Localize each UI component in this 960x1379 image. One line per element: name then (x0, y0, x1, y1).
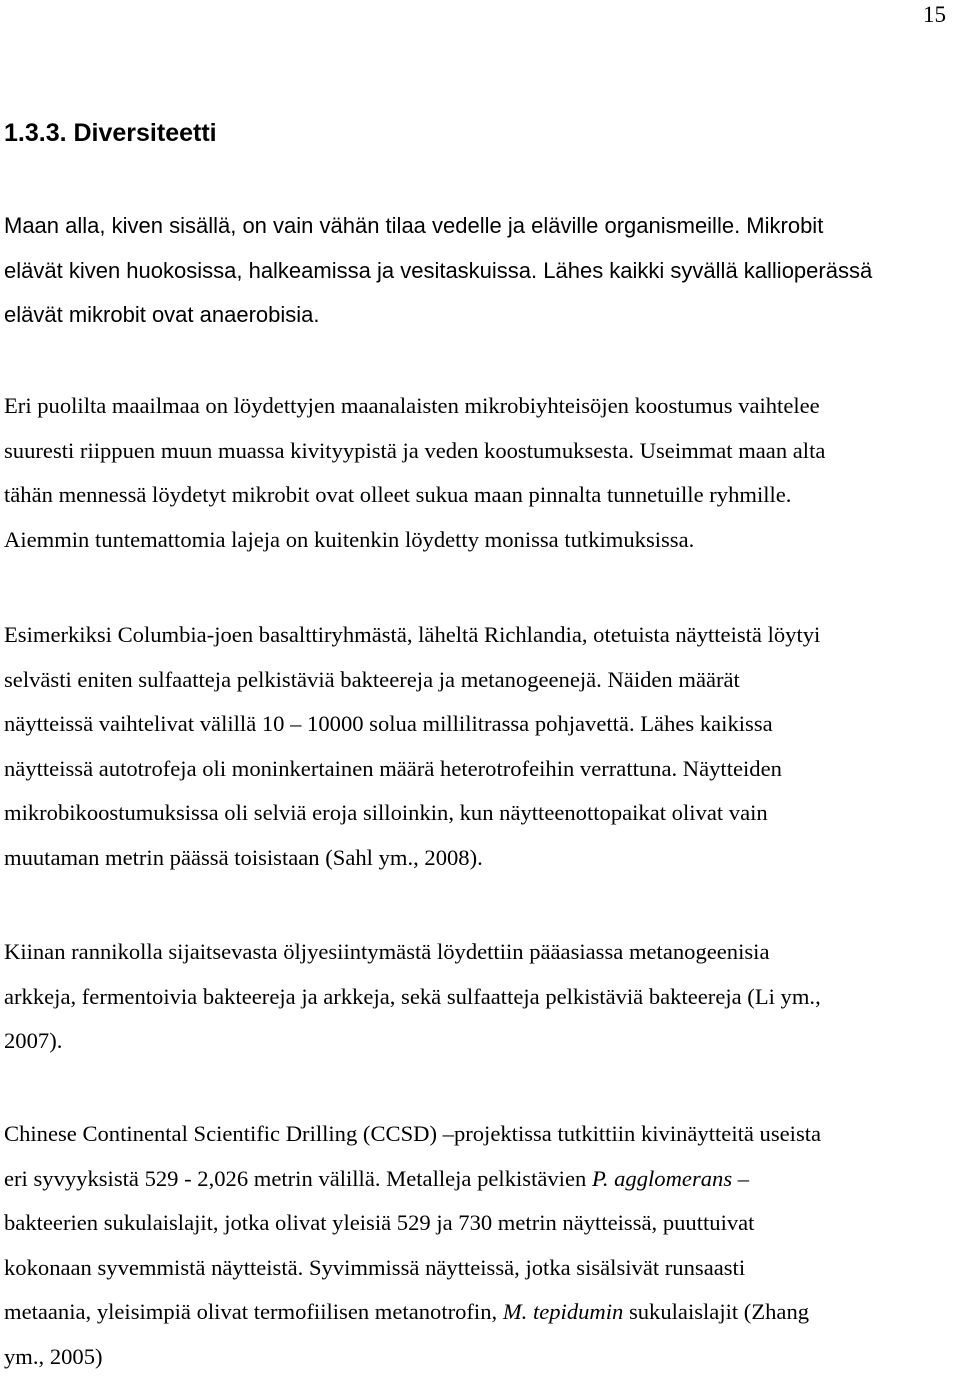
text-line: suuresti riippuen muun muassa kivityypistä ja veden koostumuksesta. Useimmat maan alta (4, 429, 956, 474)
text-line: kokonaan syvemmistä näytteistä. Syvimmissä näytteissä, jotka sisälsivät runsaasti (4, 1246, 956, 1291)
paragraph-columbia (4, 613, 956, 880)
text-line: Eri puolilta maailmaa on löydettyjen maanalaisten mikrobiyhteisöjen koostumus vaihtelee (4, 384, 956, 429)
text-line: ym., 2005) (4, 1335, 956, 1379)
text-segment: eri syvyyksistä 529 - 2,026 metrin välillä. Metalleja pelkistävien (4, 1166, 586, 1191)
section-heading: 1.3.3. Diversiteetti (4, 118, 217, 148)
text-line: Maan alla, kiven sisällä, on vain vähän tilaa vedelle ja eläville organismeille. Mikrobit (4, 204, 956, 249)
text-line: Esimerkiksi Columbia-joen basalttiryhmästä, läheltä Richlandia, otetuista näytteistä löytyi (4, 613, 956, 658)
text-line: Kiinan rannikolla sijaitsevasta öljyesiintymästä löydettiin pääasiassa metanogeenisia (4, 930, 956, 975)
text-line: tähän mennessä löydetyt mikrobit ovat olleet sukua maan pinnalta tunnetuille ryhmille. (4, 473, 956, 518)
species-name: M. tepidumin (503, 1299, 623, 1324)
text-segment: metaania, yleisimpiä olivat termofiilisen metanotrofin, (4, 1299, 497, 1324)
text-line: mikrobikoostumuksissa oli selviä eroja silloinkin, kun näytteenottopaikat olivat vain (4, 791, 956, 836)
paragraph-china-coast (4, 930, 956, 1064)
page-number: 15 (923, 2, 946, 28)
text-line: elävät mikrobit ovat anaerobisia. (4, 293, 956, 338)
text-line (4, 1290, 956, 1335)
paragraph-intro (4, 204, 956, 338)
text-line: muutaman metrin päässä toisistaan (Sahl ym., 2008). (4, 836, 956, 881)
text-line: elävät kiven huokosissa, halkeamissa ja vesitaskuissa. Lähes kaikki syvällä kallioperässä (4, 249, 956, 294)
text-line: näytteissä vaihtelivat välillä 10 – 10000 solua millilitrassa pohjavettä. Lähes kaikissa (4, 702, 956, 747)
text-line: selvästi eniten sulfaatteja pelkistäviä bakteereja ja metanogeenejä. Näiden määrät (4, 658, 956, 703)
text-line: arkkeja, fermentoivia bakteereja ja arkkeja, sekä sulfaatteja pelkistäviä bakteereja (Li ym., (4, 975, 956, 1020)
text-line: 2007). (4, 1019, 956, 1064)
text-line: Chinese Continental Scientific Drilling (CCSD) –projektissa tutkittiin kivinäytteitä useista (4, 1112, 956, 1157)
paragraph-ccsd (4, 1112, 956, 1379)
text-segment: sukulaislajit (Zhang (623, 1299, 809, 1324)
text-line (4, 1157, 956, 1202)
text-line: näytteissä autotrofeja oli moninkertainen määrä heterotrofeihin verrattuna. Näytteiden (4, 747, 956, 792)
text-line: Aiemmin tuntemattomia lajeja on kuitenkin löydetty monissa tutkimuksissa. (4, 518, 956, 563)
text-segment: – (732, 1166, 749, 1191)
species-name: P. agglomerans (592, 1166, 732, 1191)
paragraph-composition (4, 384, 956, 562)
text-line: bakteerien sukulaislajit, jotka olivat yleisiä 529 ja 730 metrin näytteissä, puuttuivat (4, 1201, 956, 1246)
